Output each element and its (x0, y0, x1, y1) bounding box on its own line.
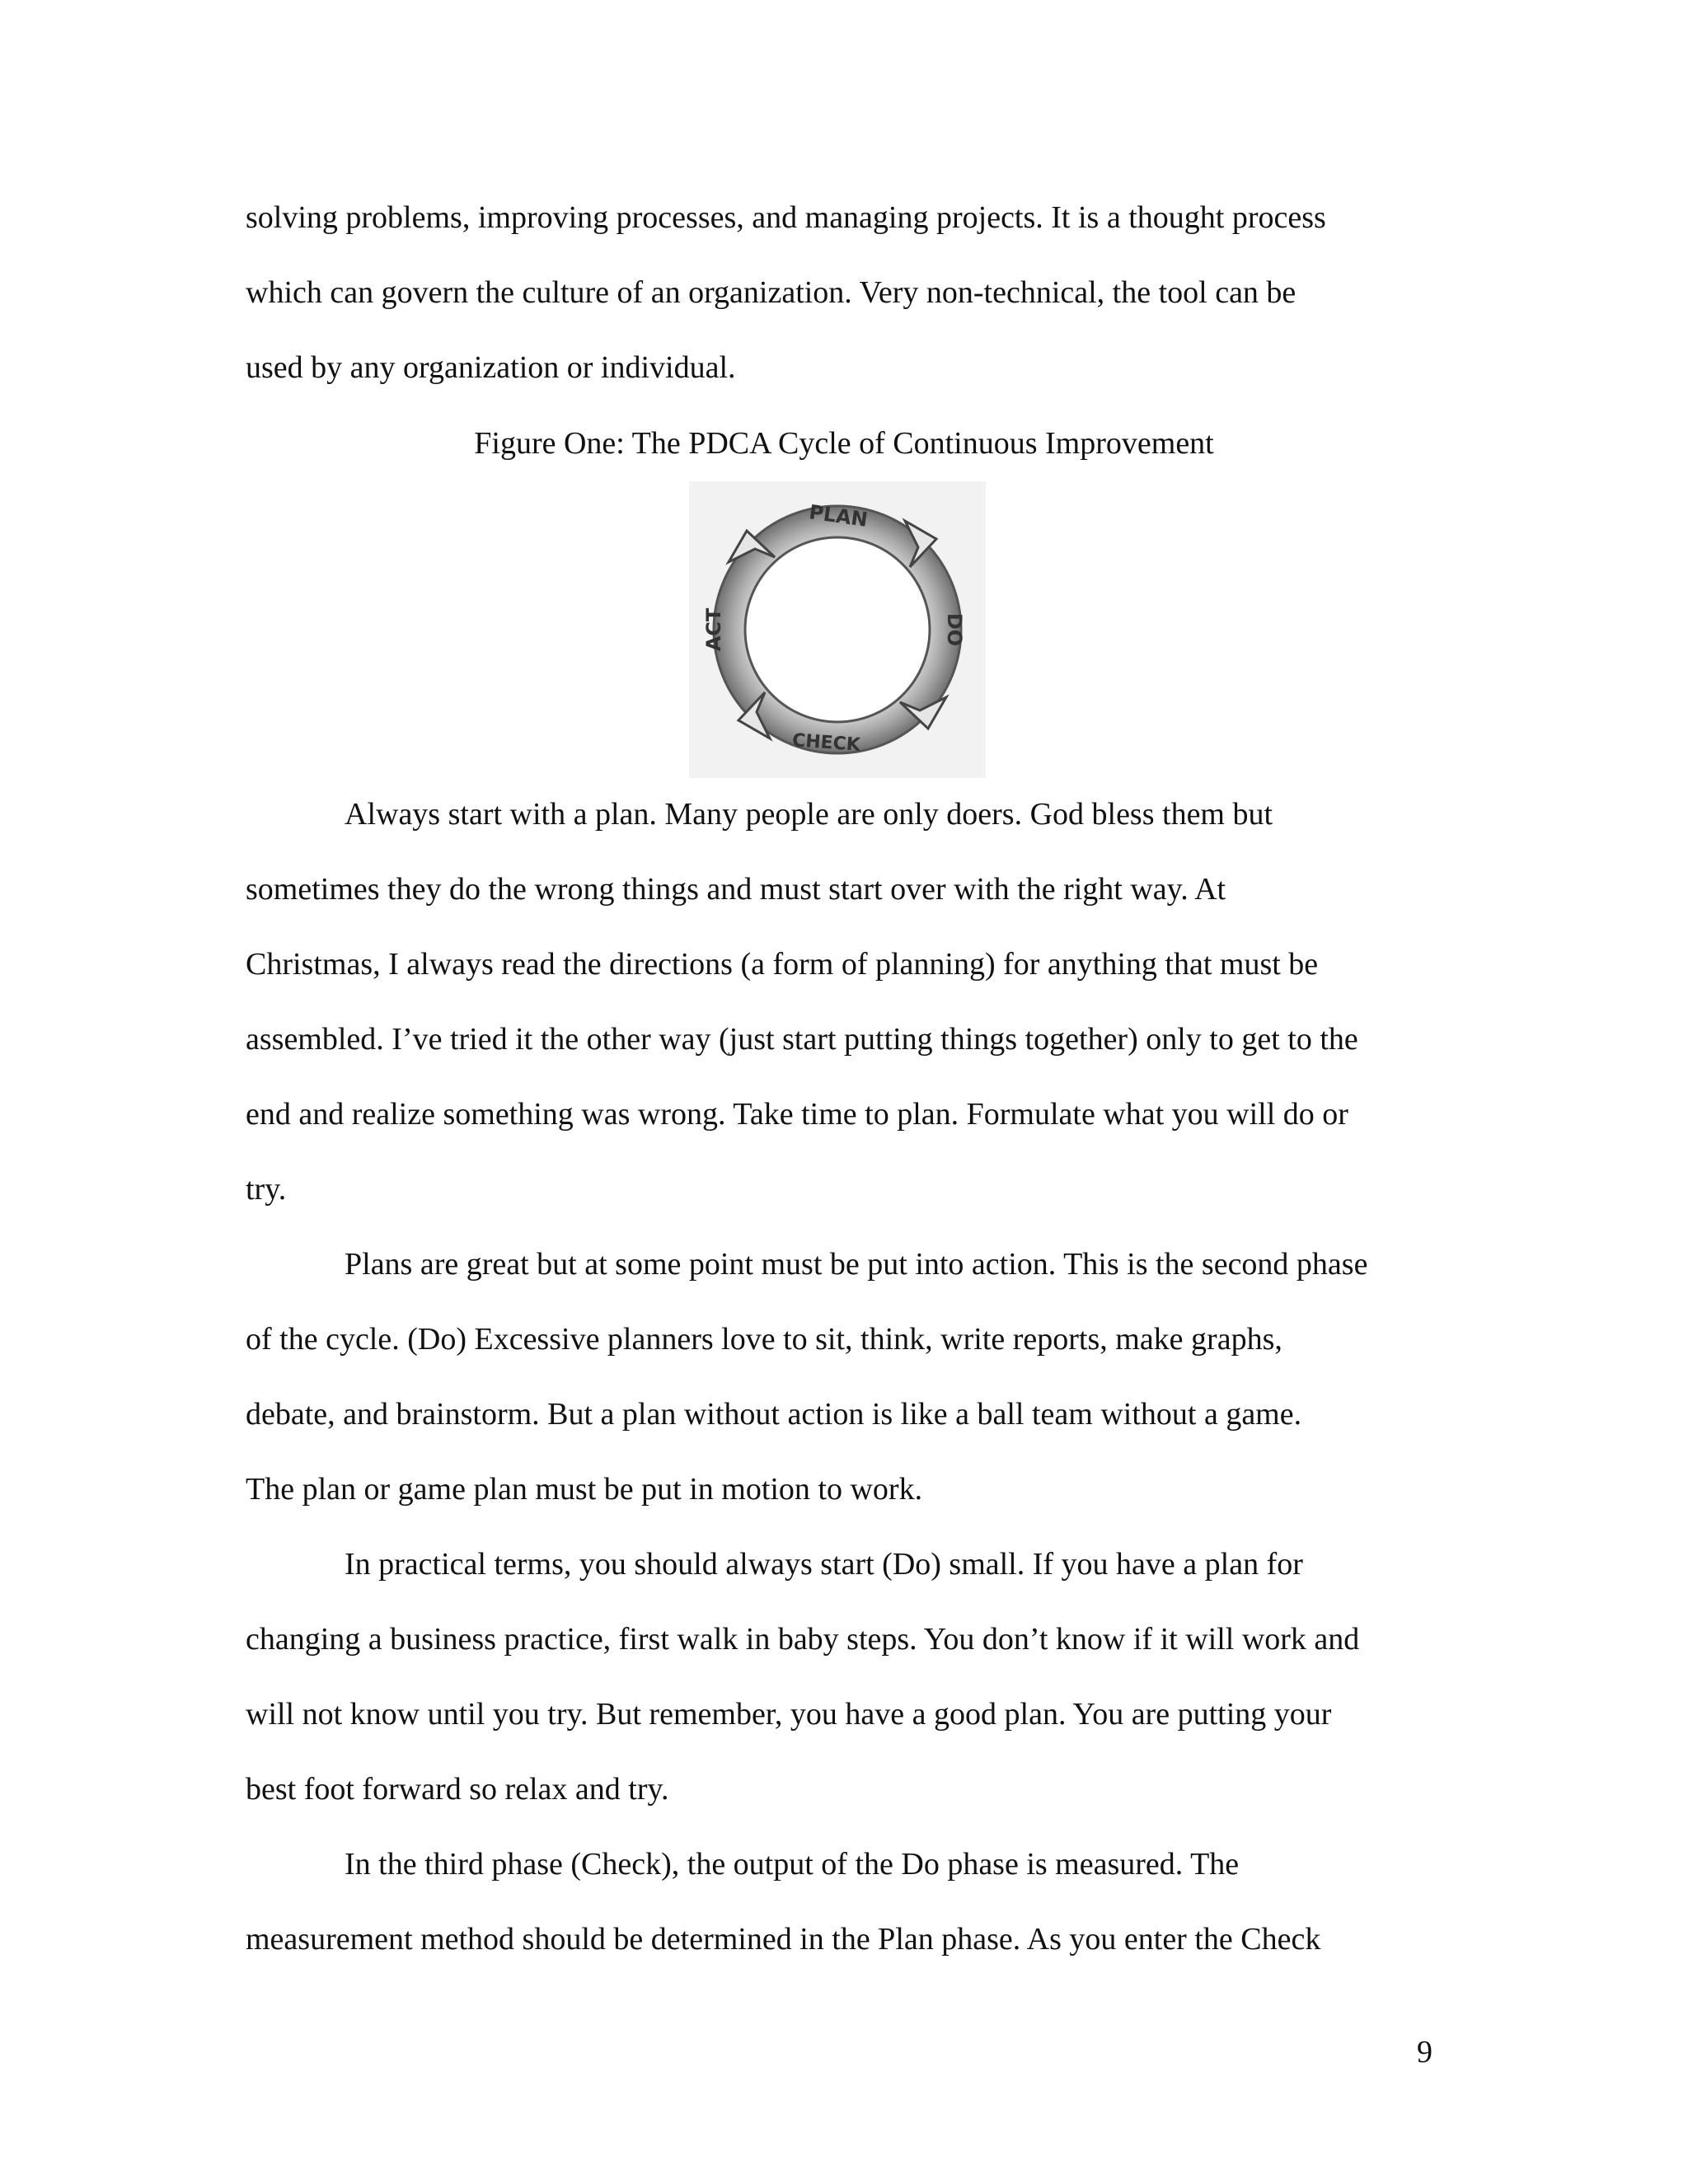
text-line: end and realize something was wrong. Take time to plan. Formulate what you will do or (246, 1097, 1348, 1132)
text-line: In practical terms, you should always start (Do) small. If you have a plan for (345, 1547, 1303, 1582)
text-line: of the cycle. (Do) Excessive planners love to sit, think, write reports, make graphs, (246, 1322, 1282, 1357)
pdca-cycle-figure (689, 481, 986, 778)
label-act: ACT (702, 607, 725, 652)
pdca-cycle-diagram (689, 481, 986, 778)
text-line: measurement method should be determined in the Plan phase. As you enter the Check (246, 1922, 1321, 1957)
text-line: The plan or game plan must be put in motion to work. (246, 1472, 923, 1507)
text-line: used by any organization or individual. (246, 350, 736, 385)
text-line: will not know until you try. But remember, you have a good plan. You are putting your (246, 1697, 1332, 1732)
text-line: solving problems, improving processes, and managing projects. It is a thought process (246, 200, 1326, 235)
text-line: changing a business practice, first walk in baby steps. You don’t know if it will work and (246, 1622, 1360, 1657)
label-do: DO (943, 612, 966, 647)
text-line: debate, and brainstorm. But a plan without action is like a ball team without a game. (246, 1397, 1302, 1432)
text-line: In the third phase (Check), the output of the Do phase is measured. The (345, 1847, 1240, 1882)
figure-caption: Figure One: The PDCA Cycle of Continuous Improvement (474, 426, 1214, 461)
page-number: 9 (1417, 2035, 1432, 2069)
label-check: CHECK (791, 730, 861, 756)
text-line: Christmas, I always read the directions (a form of planning) for anything that must be (246, 947, 1319, 982)
text-line: best foot forward so relax and try. (246, 1772, 669, 1807)
text-line: sometimes they do the wrong things and must start over with the right way. At (246, 872, 1226, 907)
text-line: try. (246, 1172, 287, 1207)
text-line: which can govern the culture of an organization. Very non-technical, the tool can be (246, 275, 1296, 310)
text-line: Always start with a plan. Many people are only doers. God bless them but (345, 797, 1273, 832)
text-line: assembled. I’ve tried it the other way (just start putting things together) only to get to the (246, 1022, 1358, 1057)
text-line: Plans are great but at some point must be put into action. This is the second phase (345, 1247, 1368, 1282)
label-plan: PLAN (807, 500, 870, 532)
cycle-inner (745, 537, 930, 722)
